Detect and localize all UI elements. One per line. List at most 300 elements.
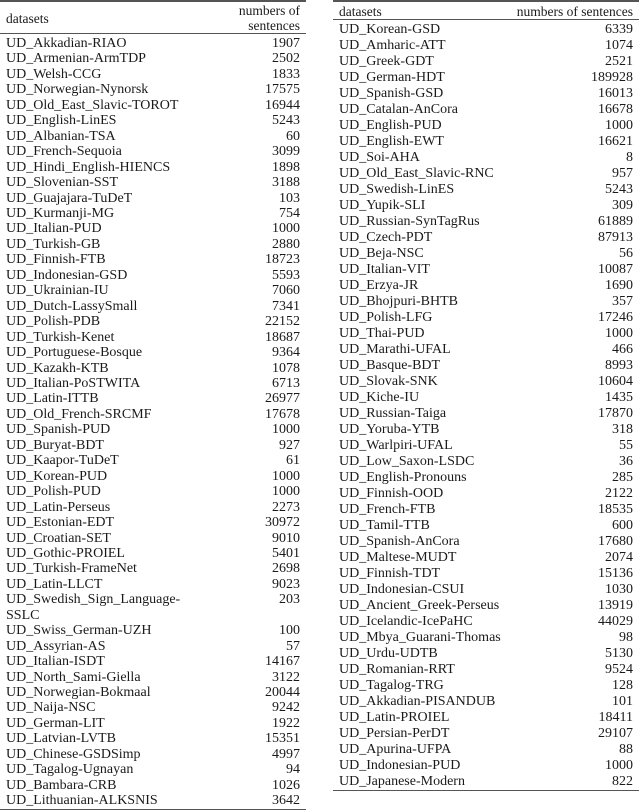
table-row [333,566,639,582]
table-row [333,758,639,774]
dataset-name: UD_Gothic-PROIEL [6,545,125,561]
table-row [333,630,639,646]
dataset-name: UD_Welsh-CCG [6,66,102,82]
table-row [0,731,306,746]
table-row [333,310,639,326]
table-row [0,623,306,638]
dataset-name: UD_Tagalog-Ugnayan [6,762,134,778]
dataset-name: UD_Lithuanian-ALKSNIS [0,793,184,809]
sentence-count: 927 [279,437,300,453]
table-row [333,438,639,454]
table-row [333,278,639,294]
table-row [0,778,306,793]
dataset-name: UD_Latin-LLCT [6,576,103,592]
sentence-count: 98 [619,630,633,645]
dataset-name: UD_Romanian-RRT [339,662,455,677]
sentence-count: 4997 [272,746,300,762]
dataset-name: UD_Finnish-FTB [6,252,106,268]
dataset-name: UD_Latin-Perseus [6,499,111,515]
sentence-count: 357 [612,294,633,309]
table-row [333,742,639,758]
table-row [0,762,306,777]
dataset-name: UD_North_Sami-Giella [6,669,141,685]
dataset-name: UD_Finnish-TDT [339,566,441,581]
dataset-name: UD_Swiss_German-UZH [6,623,152,639]
table-row [0,484,306,499]
dataset-name: UD_Tagalog-TRG [339,678,444,693]
dataset-name: UD_Old_East_Slavic-TOROT [6,97,179,113]
dataset-name: UD_Naija-NSC [6,700,96,716]
dataset-name: UD_Ancient_Greek-Perseus [339,598,500,613]
sentence-count: 30972 [265,515,300,531]
dataset-name: UD_Kaapor-TuDeT [6,453,119,469]
sentence-count: 1690 [605,278,633,293]
table-row [0,793,306,809]
dataset-name: UD_Dutch-LassySmall [6,298,138,314]
table-row [333,598,639,614]
dataset-name: UD_Ukrainian-IU [6,283,109,299]
dataset-name: UD_Urdu-UDTB [339,646,438,661]
dataset-name: UD_Estonian-EDT [6,515,115,531]
dataset-name: UD_French-Sequoia [6,144,122,160]
dataset-name: UD_Maltese-MUDT [339,550,457,565]
sentence-count: 17246 [598,310,633,325]
dataset-name: UD_Akkadian-PISANDUB [339,694,496,709]
table-row [0,252,306,267]
sentence-count: 1000 [605,758,633,773]
dataset-name: UD_Russian-Taiga [339,406,447,421]
sentence-count: 8993 [605,358,633,373]
table-row [333,166,639,182]
sentence-count: 60 [286,128,300,144]
sentence-count: 16621 [598,134,633,149]
dataset-name: UD_Finnish-OOD [339,486,444,501]
dataset-name: UD_Catalan-AnCora [339,102,458,117]
dataset-name: UD_Indonesian-CSUI [339,582,465,597]
dataset-name: UD_Kurmanji-MG [6,205,115,221]
sentence-count: 7341 [272,298,300,314]
sentence-count: 1907 [272,36,300,51]
sentence-count: 9242 [272,700,300,716]
dataset-name: UD_Korean-PUD [6,468,108,484]
dataset-name: UD_Assyrian-AS [6,638,106,654]
table-row [0,144,306,159]
sentence-count: 3642 [184,793,306,809]
table-row [0,113,306,128]
left-table-body [0,34,306,810]
sentence-count: 2521 [605,54,633,69]
sentence-count: 8 [626,150,633,165]
dataset-name: UD_Apurina-UFPA [339,742,452,757]
sentence-count: 3188 [272,175,300,191]
table-row [333,534,639,550]
sentence-count: 1898 [272,159,300,175]
sentence-count: 1030 [605,582,633,597]
sentence-count: 1000 [605,326,633,341]
dataset-name: UD_Armenian-ArmTDP [6,51,146,67]
table-row [0,191,306,206]
sentence-count: 2074 [605,550,633,565]
dataset-name: UD_Thai-PUD [339,326,425,341]
table-row [0,546,306,561]
table-row [333,678,639,694]
table-row [333,230,639,246]
dataset-name: UD_Spanish-AnCora [339,534,460,549]
sentence-count: 1026 [272,777,300,793]
dataset-name: UD_Akkadian-RIAO [6,36,127,51]
dataset-name: UD_Chinese-GSDSimp [6,746,141,762]
table-row [333,294,639,310]
table-row [333,358,639,374]
datasets-header: datasets [0,1,184,34]
table-row [0,67,306,82]
table-row [0,469,306,484]
table-row [0,330,306,345]
dataset-name: UD_Italian-ISDT [6,654,105,670]
sentence-count: 466 [612,342,633,357]
sentence-count: 5593 [272,267,300,283]
sentence-count: 1074 [605,38,633,53]
sentence-count: 17575 [265,82,300,98]
sentence-count: 17678 [265,406,300,422]
sentence-count: 822 [509,774,639,791]
table-row [0,129,306,144]
table-row [333,86,639,102]
table-row [333,246,639,262]
sentence-count: 1000 [272,221,300,237]
table-row [333,374,639,390]
sentence-count: 5243 [272,113,300,129]
dataset-name: UD_Beja-NSC [339,246,424,261]
sentence-count: 103 [279,190,300,206]
dataset-name: UD_Japanese-Modern [333,774,509,791]
dataset-name: UD_Polish-PUD [6,484,101,500]
sentence-count: 57 [286,638,300,654]
dataset-name: UD_Norwegian-Bokmaal [6,685,151,701]
dataset-name: UD_Amharic-ATT [339,38,446,53]
header-row [0,1,306,34]
table-row [0,314,306,329]
sentence-count: 1000 [272,484,300,500]
table-row [0,422,306,437]
dataset-name: UD_Czech-PDT [339,230,433,245]
sentence-count: 55 [619,438,633,453]
dataset-name: UD_Croatian-SET [6,530,111,546]
sentence-count: 15136 [598,566,633,581]
sentence-count: 10604 [598,374,633,389]
sentence-count: 2880 [272,236,300,252]
dataset-name: UD_Buryat-BDT [6,437,104,453]
sentence-count: 128 [612,678,633,693]
table-row [0,361,306,376]
sentence-count: 87913 [598,230,633,245]
sentence-count: 189928 [591,70,633,85]
dataset-name: UD_Mbya_Guarani-Thomas [339,630,501,645]
dataset-name: UD_Guajajara-TuDeT [6,190,133,206]
table-row [0,376,306,391]
table-row [0,670,306,685]
sentence-count: 44029 [598,614,633,629]
table-row [0,98,306,113]
sentence-count: 5243 [605,182,633,197]
table-row [0,51,306,66]
sentence-count: 17680 [598,534,633,549]
table-row [0,716,306,731]
table-row [333,694,639,710]
dataset-name: UD_Latin-PROIEL [339,710,450,725]
dataset-name: UD_Portuguese-Bosque [6,345,143,361]
sentence-count: 309 [612,198,633,213]
dataset-name: UD_Kazakh-KTB [6,360,109,376]
dataset-name: UD_Slovak-SNK [339,374,438,389]
sentence-count: 9010 [272,530,300,546]
dataset-name: UD_French-FTB [339,502,436,517]
sentence-count: 285 [612,470,633,485]
right-table-body [333,20,639,791]
sentence-count: 1435 [605,390,633,405]
table-row [333,662,639,678]
table-row [0,206,306,221]
table-row [0,160,306,175]
dataset-name: UD_Slovenian-SST [6,175,118,191]
dataset-name: UD_Spanish-GSD [339,86,444,101]
table-row [333,118,639,134]
table-row [333,550,639,566]
dataset-name: UD_Hindi_English-HIENCS [6,159,171,175]
dataset-name: UD_Polish-PDB [6,314,101,330]
datasets-table-left [0,0,306,810]
sentence-count: 1833 [272,66,300,82]
table-row [333,20,639,39]
table-row [0,268,306,283]
table-row [0,345,306,360]
table-row [0,685,306,700]
dataset-name: UD_Icelandic-IcePaHC [339,614,473,629]
sentence-count: 1000 [272,468,300,484]
dataset-name: UD_Turkish-FrameNet [6,561,137,577]
table-row [0,515,306,530]
table-row [0,453,306,468]
dataset-name: UD_Erzya-JR [339,278,419,293]
sentence-count: 7060 [272,283,300,299]
table-row [0,438,306,453]
dataset-name: UD_German-LIT [6,715,105,731]
dataset-name: UD_Korean-GSD [339,22,441,37]
dataset-name: UD_Latvian-LVTB [6,731,116,747]
dataset-name: UD_Norwegian-Nynorsk [6,82,149,98]
table-row [0,82,306,97]
sentence-count: 2122 [605,486,633,501]
dataset-name: UD_German-HDT [339,70,445,85]
sentence-count: 101 [612,694,633,709]
dataset-name: UD_English-EWT [339,134,444,149]
table-row [0,654,306,669]
dataset-name: UD_Yupik-SLI [339,198,426,213]
sentence-count: 36 [619,454,633,469]
dataset-name: UD_Bambara-CRB [6,777,117,793]
table-row [333,54,639,70]
table-row [333,710,639,726]
dataset-name: UD_Marathi-UFAL [339,342,451,357]
dataset-name: UD_Old_East_Slavic-RNC [339,166,494,181]
sentence-count: 100 [279,623,300,639]
sentence-count: 18535 [598,502,633,517]
table-row [0,561,306,576]
sentence-count: 16013 [598,86,633,101]
sentence-count: 1000 [272,422,300,438]
sentence-count: 18687 [265,329,300,345]
dataset-name: UD_Indonesian-GSD [6,267,128,283]
sentence-count: 9364 [272,345,300,361]
table-row [333,102,639,118]
dataset-name: UD_Yoruba-YTB [339,422,440,437]
table-row [0,175,306,190]
table-row [0,299,306,314]
sentence-count: 16678 [598,102,633,117]
dataset-name: UD_Spanish-PUD [6,422,111,438]
dataset-name: UD_Albanian-TSA [6,128,116,144]
table-row [333,518,639,534]
table-row [333,774,639,791]
sentence-count: 1922 [272,715,300,731]
dataset-name: UD_English-Pronouns [339,470,467,485]
table-row [333,326,639,342]
sentence-count: 14167 [265,654,300,670]
sentence-count: 1000 [605,118,633,133]
table-row [0,577,306,592]
table-row [333,406,639,422]
table-row [333,726,639,742]
dataset-name: UD_Turkish-GB [6,236,101,252]
sentence-count: 10087 [598,262,633,277]
dataset-name: UD_Basque-BDT [339,358,441,373]
sentence-count: 16944 [265,97,300,113]
dataset-name: UD_Italian-PoSTWITA [6,375,141,391]
sentence-count: 6713 [272,375,300,391]
dataset-name: UD_Swedish_Sign_Language-SSLC [6,592,181,623]
dataset-name: UD_Low_Saxon-LSDC [339,454,475,469]
sentence-count: 15351 [265,731,300,747]
table-row [0,700,306,715]
sentence-count: 2698 [272,561,300,577]
sentence-count: 9023 [272,576,300,592]
dataset-name: UD_English-PUD [339,118,442,133]
sentence-count: 17870 [598,406,633,421]
table-row [0,531,306,546]
sentence-count: 957 [612,166,633,181]
dataset-name: UD_Italian-VIT [339,262,430,277]
table-row [333,134,639,150]
sentence-count: 3122 [272,669,300,685]
dataset-name: UD_Tamil-TTB [339,518,430,533]
dataset-name: UD_Turkish-Kenet [6,329,115,345]
sentence-count: 26977 [265,391,300,407]
dataset-name: UD_Persian-PerDT [339,726,450,741]
datasets-table-right [333,0,639,791]
sentence-count: 6339 [605,22,633,37]
sentence-count: 22152 [265,314,300,330]
dataset-name: UD_Swedish-LinES [339,182,455,197]
table-row [333,454,639,470]
sentence-count: 61889 [598,214,633,229]
table-row [333,214,639,230]
sentence-count: 61 [286,453,300,469]
sentence-count: 56 [619,246,633,261]
sentence-count: 5130 [605,646,633,661]
sentence-count: 2273 [272,499,300,515]
sentence-count: 18411 [598,710,633,725]
table-row [333,646,639,662]
table-row [0,283,306,298]
table-row [333,502,639,518]
table-row [333,422,639,438]
sentence-count: 3099 [272,144,300,160]
sentence-count: 754 [279,205,300,221]
dataset-name: UD_Greek-GDT [339,54,434,69]
table-row [333,342,639,358]
table-row [333,390,639,406]
dataset-name: UD_Soi-AHA [339,150,420,165]
sentence-count: 20044 [265,685,300,701]
sentences-header: numbers of sentences [509,1,639,20]
dataset-name: UD_Warlpiri-UFAL [339,438,453,453]
sentences-header: numbers of sentences [184,1,306,34]
table-row [333,198,639,214]
table-row [333,262,639,278]
sentence-count: 2502 [272,51,300,67]
table-row [333,150,639,166]
table-row [333,470,639,486]
table-row [0,592,306,623]
table-row [0,221,306,236]
dataset-name: UD_Italian-PUD [6,221,102,237]
dataset-name: UD_Indonesian-PUD [339,758,461,773]
sentence-count: 1078 [272,360,300,376]
sentence-count: 18723 [265,252,300,268]
table-row [0,639,306,654]
table-row [333,486,639,502]
sentence-count: 203 [279,592,300,608]
dataset-name: UD_Russian-SynTagRus [339,214,480,229]
table-row [0,391,306,406]
table-row [333,182,639,198]
table-row [0,237,306,252]
table-row [0,407,306,422]
table-row [333,38,639,54]
table-row [0,500,306,515]
sentence-count: 318 [612,422,633,437]
table-row [333,70,639,86]
table-row [333,614,639,630]
dataset-name: UD_Polish-LFG [339,310,433,325]
dataset-name: UD_English-LinES [6,113,117,129]
dataset-name: UD_Latin-ITTB [6,391,99,407]
datasets-header: datasets [333,1,509,20]
dataset-name: UD_Kiche-IU [339,390,420,405]
sentence-count: 88 [619,742,633,757]
sentence-count: 9524 [605,662,633,677]
table-row [0,747,306,762]
sentence-count: 94 [286,762,300,778]
table-row [333,582,639,598]
sentence-count: 13919 [598,598,633,613]
dataset-name: UD_Old_French-SRCMF [6,406,152,422]
sentence-count: 600 [612,518,633,533]
sentence-count: 5401 [272,545,300,561]
sentence-count: 29107 [598,726,633,741]
header-row [333,1,639,20]
table-row [0,34,306,52]
